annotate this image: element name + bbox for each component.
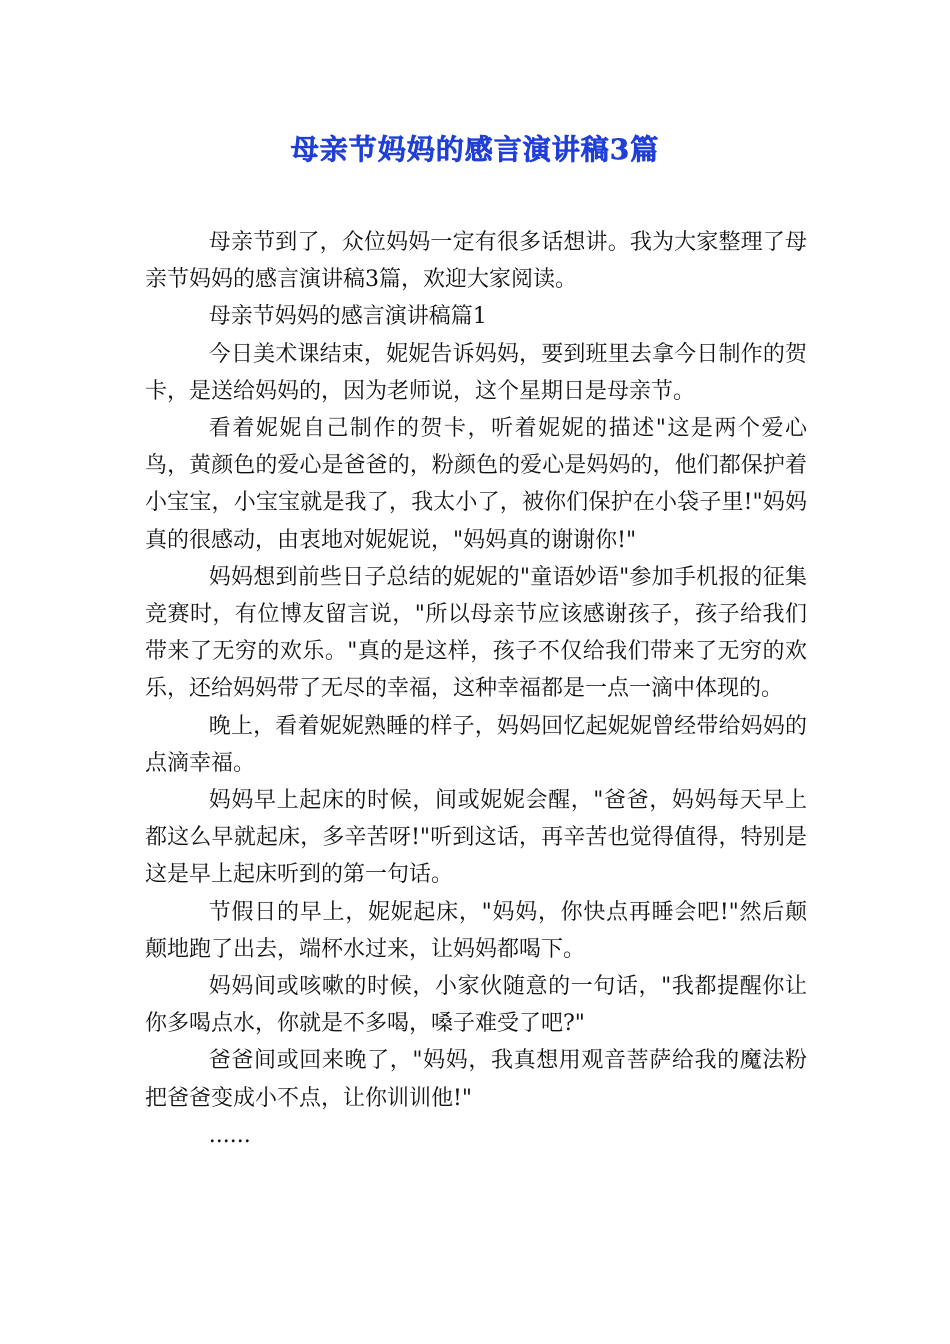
- paragraph: 妈妈想到前些日子总结的妮妮的"童语妙语"参加手机报的征集竞赛时，有位博友留言说，"所以母亲节应该感谢孩子，孩子给我们带来了无穷的欢乐。"真的是这样，孩子不仅给我们带来了无穷的欢乐，还给妈妈带了无尽的幸福，这种幸福都是一点一滴中体现的。: [145, 564, 807, 702]
- paragraph: 晚上，看着妮妮熟睡的样子，妈妈回忆起妮妮曾经带给妈妈的点滴幸福。: [145, 713, 807, 776]
- paragraph: 今日美术课结束，妮妮告诉妈妈，要到班里去拿今日制作的贺卡，是送给妈妈的，因为老师说，这个星期日是母亲节。: [145, 341, 807, 404]
- ellipsis-line: ......: [208, 1122, 251, 1148]
- paragraph: 看着妮妮自己制作的贺卡，听着妮妮的描述"这是两个爱心鸟，黄颜色的爱心是爸爸的，粉颜色的爱心是妈妈的，他们都保护着小宝宝，小宝宝就是我了，我太小了，被你们保护在小袋子里!"妈妈真的很感动，由衷地对妮妮说，"妈妈真的谢谢你!": [145, 416, 807, 553]
- paragraph: 妈妈间或咳嗽的时候，小家伙随意的一句话，"我都提醒你让你多喝点水，你就是不多喝，嗓子难受了吧?": [145, 974, 807, 1037]
- document-title: 母亲节妈妈的感言演讲稿3篇: [290, 133, 660, 166]
- document-body: [145, 224, 807, 1154]
- section-heading: 母亲节妈妈的感言演讲稿篇1: [208, 304, 487, 330]
- paragraph: 妈妈早上起床的时候，间或妮妮会醒，"爸爸，妈妈每天早上都这么早就起床，多辛苦呀!"听到这话，再辛苦也觉得值得，特别是这是早上起床听到的第一句话。: [145, 788, 807, 888]
- paragraph-intro: 母亲节到了，众位妈妈一定有很多话想讲。我为大家整理了母亲节妈妈的感言演讲稿3篇，欢迎大家阅读。: [145, 230, 807, 293]
- paragraph: 爸爸间或回来晚了，"妈妈，我真想用观音菩萨给我的魔法粉把爸爸变成小不点，让你训训他!": [145, 1048, 807, 1111]
- paragraph: 节假日的早上，妮妮起床，"妈妈，你快点再睡会吧!"然后颠颠地跑了出去，端杯水过来，让妈妈都喝下。: [145, 899, 807, 962]
